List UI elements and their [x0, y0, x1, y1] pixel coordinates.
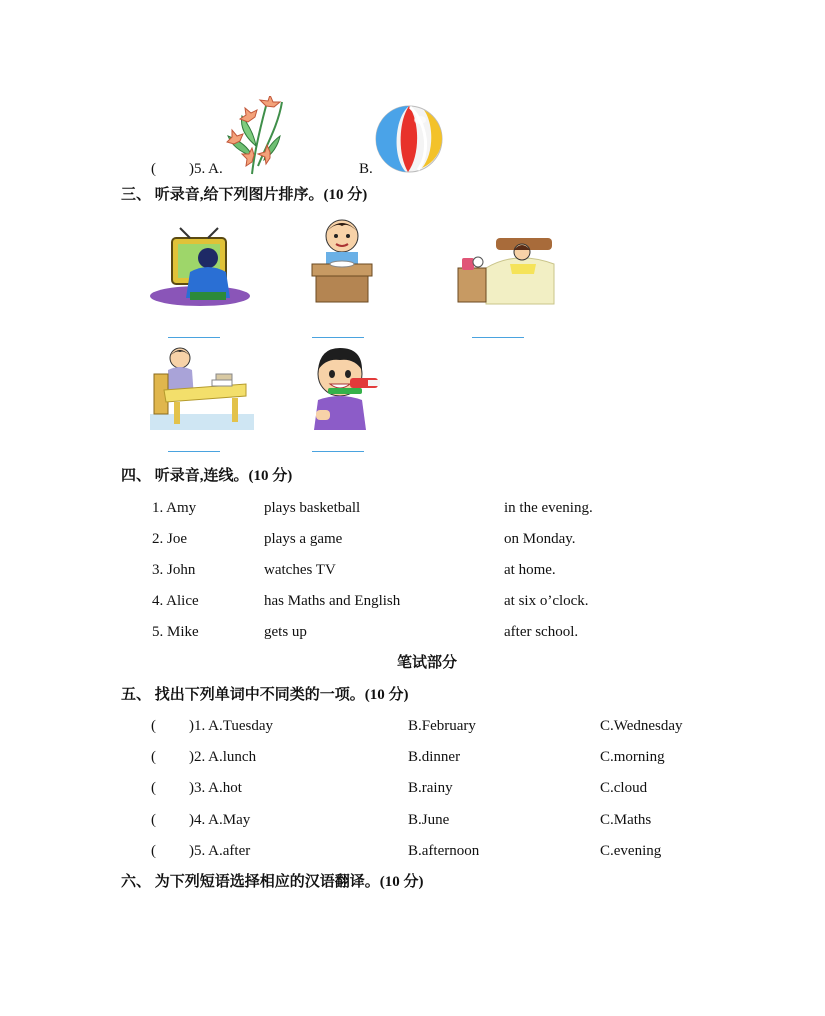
girl-waking-up-picture [456, 234, 556, 306]
q5-label: )5. A. [189, 161, 223, 177]
match-name: 5. Mike [152, 624, 199, 640]
match-name: 1. Amy [152, 500, 197, 516]
match-activity: gets up [264, 624, 307, 640]
answer-paren[interactable]: ( [151, 718, 156, 734]
option-a: )1. A.Tuesday [189, 718, 274, 734]
option-b: B.dinner [408, 749, 461, 765]
answer-paren[interactable]: ( [151, 843, 156, 859]
option-b: B.February [408, 718, 476, 734]
option-b: B.June [408, 812, 450, 828]
flower-icon [222, 96, 288, 176]
match-name: 2. Joe [152, 531, 187, 547]
boy-doing-homework-picture [150, 344, 254, 430]
match-name: 4. Alice [152, 593, 199, 609]
match-activity: plays a game [264, 531, 343, 547]
answer-blank-5[interactable] [312, 451, 364, 452]
option-c: C.morning [600, 749, 665, 765]
answer-paren[interactable]: ( [151, 780, 156, 796]
option-c: C.Maths [600, 812, 652, 828]
answer-blank-1[interactable] [168, 337, 220, 338]
written-part-heading: 笔试部分 [397, 655, 458, 671]
section3-title: 三、 听录音,给下列图片排序。(10 分) [121, 187, 368, 203]
match-name: 3. John [152, 562, 196, 578]
answer-blank-4[interactable] [168, 451, 220, 452]
match-time: after school. [504, 624, 579, 640]
match-time: in the evening. [504, 500, 593, 516]
answer-paren[interactable]: ( [151, 749, 156, 765]
q5-option-b: B. [359, 161, 373, 177]
option-c: C.Wednesday [600, 718, 683, 734]
match-time: on Monday. [504, 531, 576, 547]
match-activity: watches TV [264, 562, 336, 578]
option-a: )2. A.lunch [189, 749, 257, 765]
option-b: B.afternoon [408, 843, 480, 859]
match-activity: plays basketball [264, 500, 361, 516]
boy-brushing-teeth-picture [310, 344, 382, 430]
answer-blank-3[interactable] [472, 337, 524, 338]
beach-ball-icon [374, 104, 444, 174]
boy-eating-picture [308, 214, 376, 310]
option-a: )5. A.after [189, 843, 251, 859]
section4-title: 四、 听录音,连线。(10 分) [121, 468, 293, 484]
answer-blank-2[interactable] [312, 337, 364, 338]
option-a: )4. A.May [189, 812, 251, 828]
option-a: )3. A.hot [189, 780, 242, 796]
option-c: C.cloud [600, 780, 648, 796]
section5-title: 五、 找出下列单词中不同类的一项。(10 分) [121, 687, 409, 703]
boy-watching-tv-picture [150, 226, 254, 310]
option-b: B.rainy [408, 780, 453, 796]
match-time: at six o’clock. [504, 593, 589, 609]
match-time: at home. [504, 562, 556, 578]
answer-paren[interactable]: ( [151, 812, 156, 828]
match-activity: has Maths and English [264, 593, 401, 609]
option-c: C.evening [600, 843, 662, 859]
section6-title: 六、 为下列短语选择相应的汉语翻译。(10 分) [121, 874, 424, 890]
q5-paren: ( [151, 161, 156, 177]
